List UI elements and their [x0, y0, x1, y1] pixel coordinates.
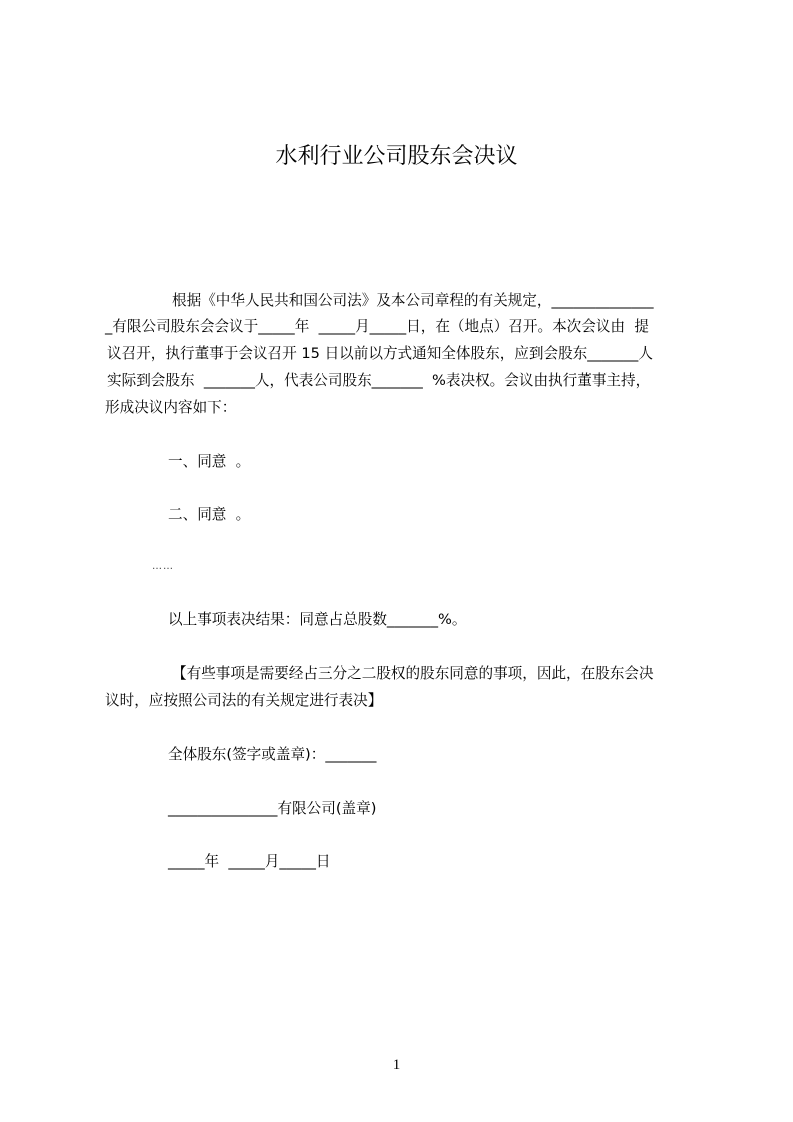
page-number: 1	[392, 1057, 401, 1073]
intro-line-1: 根据《中华人民共和国公司法》及本公司章程的有关规定，______________	[172, 292, 654, 309]
document-title: 水利行业公司股东会决议	[275, 144, 518, 169]
intro-line-2: _有限公司股东会会议于_____年 _____月_____日，在（地点）召开。本次会议由 提	[105, 318, 649, 335]
intro-line-4: 实际到会股东 _______人，代表公司股东_______ %表决权。会议由执行董事主持，	[107, 372, 651, 389]
shareholder-signature-line: 全体股东(签字或盖章)：_______	[168, 746, 377, 763]
resolution-item-2: 二、同意 。	[168, 506, 251, 523]
note-line-1: 【有些事项是需要经占三分之二股权的股东同意的事项，因此，在股东会决	[172, 665, 654, 682]
intro-line-3: 议召开，执行董事于会议召开 15 日以前以方式通知全体股东，应到会股东_______人	[107, 345, 653, 362]
ellipsis-mark: ……	[152, 561, 174, 572]
vote-result: 以上事项表决结果：同意占总股数_______%。	[168, 611, 467, 628]
resolution-item-1: 一、同意 。	[168, 453, 251, 470]
date-line: _____年 _____月_____日	[168, 853, 331, 870]
company-seal-line: _______________有限公司(盖章)	[168, 800, 377, 817]
intro-line-5: 形成决议内容如下：	[105, 399, 237, 416]
note-line-2: 议时，应按照公司法的有关规定进行表决】	[105, 692, 383, 709]
